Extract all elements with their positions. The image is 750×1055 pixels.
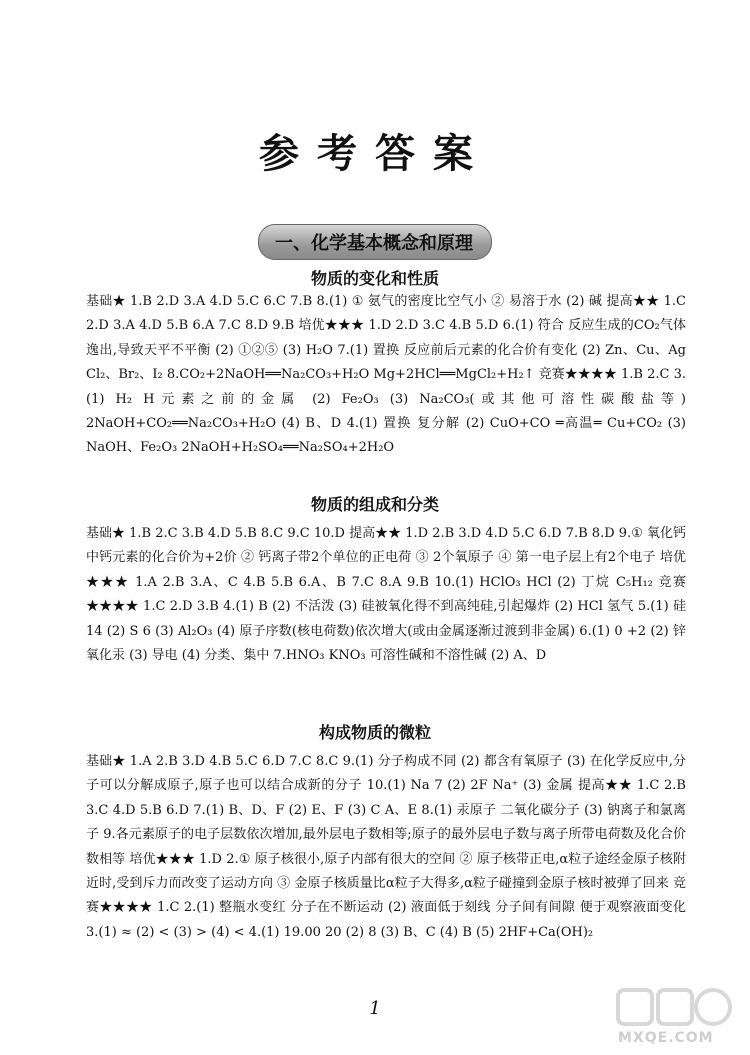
watermark-text: MXQE.COM [618, 1030, 714, 1046]
page-number: 1 [369, 998, 381, 1019]
chapter-title: 一、化学基本概念和原理 [275, 233, 473, 254]
section-title-composition-classification: 物质的组成和分类 [310, 495, 439, 514]
section-title-particles: 构成物质的微粒 [318, 723, 431, 742]
page-title: 参考答案 [259, 131, 491, 177]
section-answers-changes-properties: 基础★ 1.B 2.D 3.A 4.D 5.C 6.C 7.B 8.(1) ① 氨气的密度比空气小 ② 易溶于水 (2) 碱 提高★★ 1.C 2.D 3.A 4.D 5.B 6.A 7.C 8.D 9.B 培优★★★ 1.D 2.D 3.C 4.B 5.D 6.(1) 符合 反应生成的CO₂气体逸出,导致天平不平衡 (2) ①②⑤ (3) H₂O 7.(1) 置换 反应前后元素的化合价有变化 (2) Zn、Cu、Ag Cl₂、Br₂、I₂ 8.CO₂+2NaOH══Na₂CO₃+H₂O Mg+2HCl══MgCl₂+H₂↑ 竞赛★★★★ 1.B 2.C 3.(1) H₂ H元素之前的金属 (2) Fe₂O₃ (3) Na₂CO₃(或其他可溶性碳酸盐等) 2NaOH+CO₂══Na₂CO₃+H₂O (4) B、D 4.(1) 置换 复分解 (2) CuO+CO ═高温═ Cu+CO₂ (3) NaOH、Fe₂O₃ 2NaOH+H₂SO₄══Na₂SO₄+2H₂O [86, 294, 686, 456]
section-answers-composition-classification: 基础★ 1.B 2.C 3.B 4.D 5.B 8.C 9.C 10.D 提高★★ 1.D 2.B 3.D 4.D 5.C 6.D 7.B 8.D 9.① 氧化钙中钙元素的化合价为+2价 ② 钙离子带2个单位的正电荷 ③ 2个氧原子 ④ 第一电子层上有2个电子 培优★★★ 1.A 2.B 3.A、C 4.B 5.B 6.A、B 7.C 8.A 9.B 10.(1) HClO₃ HCl (2) 丁烷 C₅H₁₂ 竞赛★★★★ 1.C 2.D 3.B 4.(1) B (2) 不活泼 (3) 硅被氧化得不到高纯硅,引起爆炸 (2) HCl 氢气 5.(1) 硅 14 (2) S 6 (3) Al₂O₃ (4) 原子序数(核电荷数)依次增大(或由金属逐渐过渡到非金属) 6.(1) 0 +2 (2) 锌 氧化汞 (3) 导电 (4) 分类、集中 7.HNO₃ KNO₃ 可溶性碱和不溶性碱 (2) A、D [86, 526, 686, 664]
section-answers-particles: 基础★ 1.A 2.B 3.D 4.B 5.C 6.D 7.C 8.C 9.(1) 分子构成不同 (2) 都含有氧原子 (3) 在化学反应中,分子可以分解成原子,原子也可以结合成新的分子 10.(1) Na 7 (2) 2F Na⁺ (3) 金属 提高★★ 1.C 2.B 3.C 4.D 5.B 6.D 7.(1) B、D、F (2) E、F (3) C A、E 8.(1) 汞原子 二氧化碳分子 (3) 钠离子和氯离子 9.各元素原子的电子层数依次增加,最外层电子数相等;原子的最外层电子数与离子所带电荷数及化合价数相等 培优★★★ 1.D 2.① 原子核很小,原子内部有很大的空间 ② 原子核带正电,α粒子途经金原子核附近时,受到斥力而改变了运动方向 ③ 金原子核质量比α粒子大得多,α粒子碰撞到金原子核时被弹了回来 竞赛★★★★ 1.C 2.(1) 整瓶水变红 分子在不断运动 (2) 液面低于刻线 分子间有间隙 便于观察液面变化 3.(1) ≈ (2) < (3) > (4) < 4.(1) 19.00 20 (2) 8 (3) B、C (4) B (5) 2HF+Ca(OH)₂ [86, 754, 686, 940]
section-title-changes-properties: 物质的变化和性质 [310, 269, 439, 288]
